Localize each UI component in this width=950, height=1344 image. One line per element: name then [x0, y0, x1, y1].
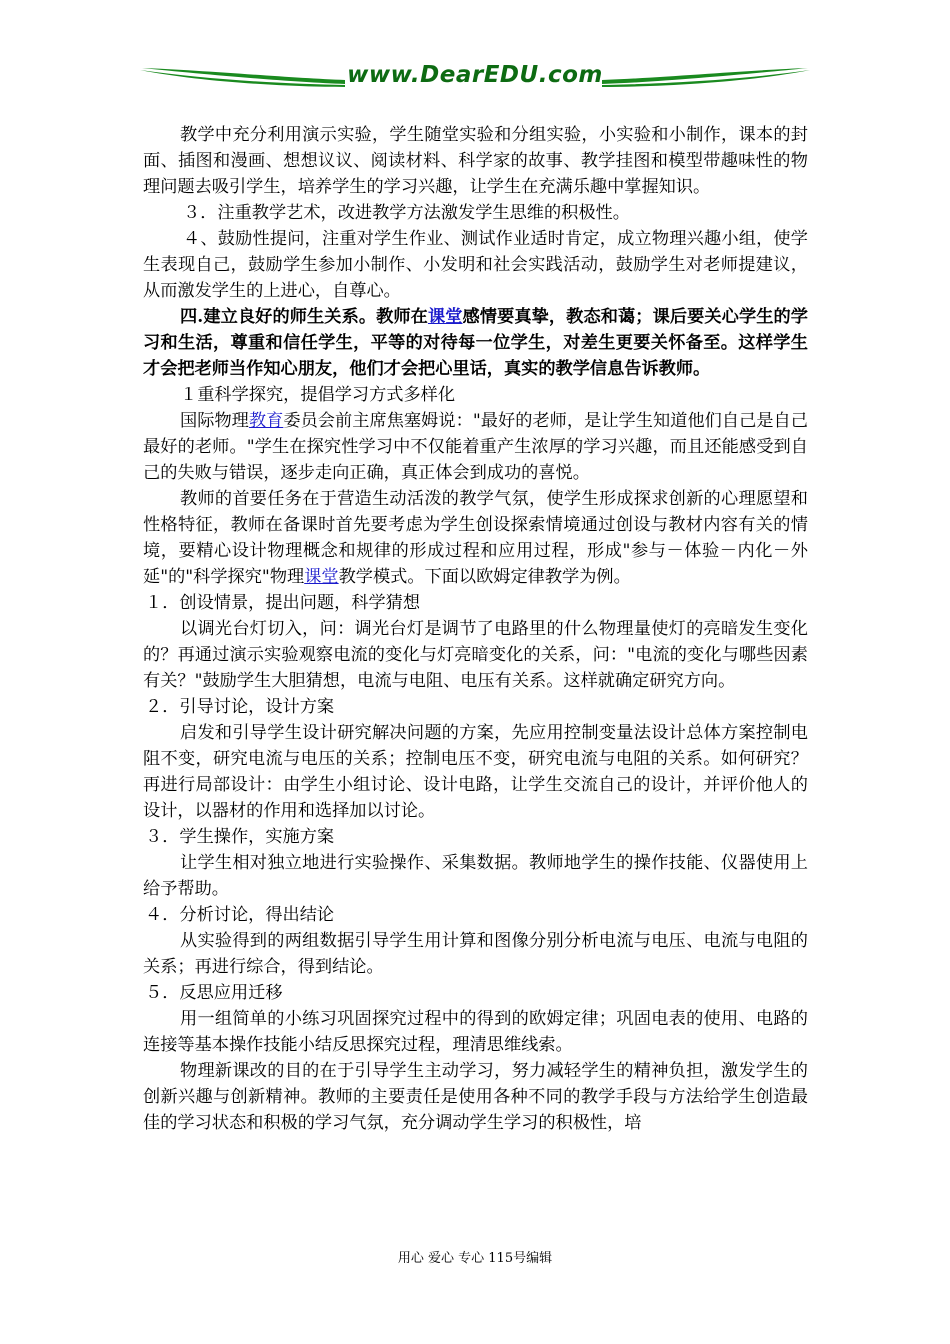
- document-body: [143, 122, 808, 1136]
- paragraph: 以调光台灯切入，问：调光台灯是调节了电路里的什么物理量使灯的亮暗发生变化的？再通过演示实验观察电流的变化与灯亮暗变化的关系，问："电流的变化与哪些因素有关？"鼓励学生大胆猜想，电流与电阻、电压有关系。这样就确定研究方向。: [143, 619, 808, 691]
- link-classroom[interactable]: 课堂: [304, 567, 339, 587]
- paragraph: ３．注重教学艺术，改进教学方法激发学生思维的积极性。: [183, 203, 630, 223]
- step-heading: ２．引导讨论，设计方案: [145, 697, 335, 717]
- paragraph: 启发和引导学生设计研究解决问题的方案，先应用控制变量法设计总体方案控制电阻不变，研究电流与电压的关系；控制电压不变，研究电流与电阻的关系。如何研究？再进行局部设计：由学生小组讨论、设计电路，让学生交流自己的设计，并评价他人的设计，以器材的作用和选择加以讨论。: [143, 723, 808, 821]
- text-run: 四.建立良好的师生关系。教师在: [180, 307, 428, 327]
- text-run: 委员会前主席焦塞姆说："最好的老师，是让学生知道他们自己是自己最好的老师。"学生在探究性学习中不仅能着重产生浓厚的学习兴趣，而且还能感受到自己的失败与错误，逐步走向正确，真正体会到成功的喜悦。: [143, 411, 808, 483]
- site-logo-text: www.DearEDU.com: [347, 62, 603, 88]
- bold-paragraph: [143, 304, 808, 382]
- text-run: 国际物理: [180, 411, 249, 431]
- paragraph: [143, 408, 808, 486]
- text-run: 感情要真挚，教态和蔼；课后要关心学生的学习和生活，尊重和信任学生，平等的对待每一位学生，对差生更要关怀备至。这样学生才会把老师当作知心朋友，他们才会把心里话，真实的教学信息告诉教师。: [143, 307, 808, 379]
- text-run: 教师的首要任务在于营造生动活泼的教学气氛，使学生形成探求创新的心理愿望和性格特征，教师在备课时首先要考虑为学生创设探索情境通过创设与教材内容有关的情境，要精心设计物理概念和规律的形成过程和应用过程，形成"参与－体验－内化－外延"的"科学探究"物理: [143, 489, 808, 587]
- paragraph: 教学中充分利用演示实验，学生随堂实验和分组实验，小实验和小制作，课本的封面、插图和漫画、想想议议、阅读材料、科学家的故事、教学挂图和模型带趣味性的物理问题去吸引学生，培养学生的学习兴趣，让学生在充满乐趣中掌握知识。: [143, 125, 808, 197]
- link-classroom[interactable]: 课堂: [427, 307, 463, 327]
- page-footer: 用心 爱心 专心 115号编辑: [397, 1251, 553, 1266]
- paragraph: 用一组简单的小练习巩固探究过程中的得到的欧姆定律；巩固电表的使用、电路的连接等基本操作技能小结反思探究过程，理清思维线索。: [143, 1009, 808, 1055]
- section-heading: １重科学探究，提倡学习方式多样化: [180, 385, 456, 405]
- paragraph: 从实验得到的两组数据引导学生用计算和图像分别分析电流与电压、电流与电阻的关系；再进行综合，得到结论。: [143, 931, 808, 977]
- paragraph: 物理新课改的目的在于引导学生主动学习，努力减轻学生的精神负担，激发学生的创新兴趣与创新精神。教师的主要责任是使用各种不同的教学手段与方法给学生创造最佳的学习状态和积极的学习气氛，充分调动学生学习的积极性，培: [143, 1061, 808, 1133]
- paragraph: [143, 486, 808, 590]
- step-heading: ５．反思应用迁移: [145, 983, 283, 1003]
- link-education[interactable]: 教育: [248, 411, 284, 431]
- text-run: 教学模式。下面以欧姆定律教学为例。: [338, 567, 631, 587]
- paragraph: ４、鼓励性提问，注重对学生作业、测试作业适时肯定，成立物理兴趣小组，使学生表现自己，鼓励学生参加小制作、小发明和社会实践活动，鼓励学生对老师提建议，从而激发学生的上进心，自尊心。: [143, 229, 808, 301]
- step-heading: ４．分析讨论，得出结论: [145, 905, 335, 925]
- paragraph: 让学生相对独立地进行实验操作、采集数据。教师地学生的操作技能、仪器使用上给予帮助。: [143, 853, 808, 899]
- step-heading: ３．学生操作，实施方案: [145, 827, 335, 847]
- step-heading: １．创设情景，提出问题，科学猜想: [145, 593, 421, 613]
- page-header: [140, 58, 810, 102]
